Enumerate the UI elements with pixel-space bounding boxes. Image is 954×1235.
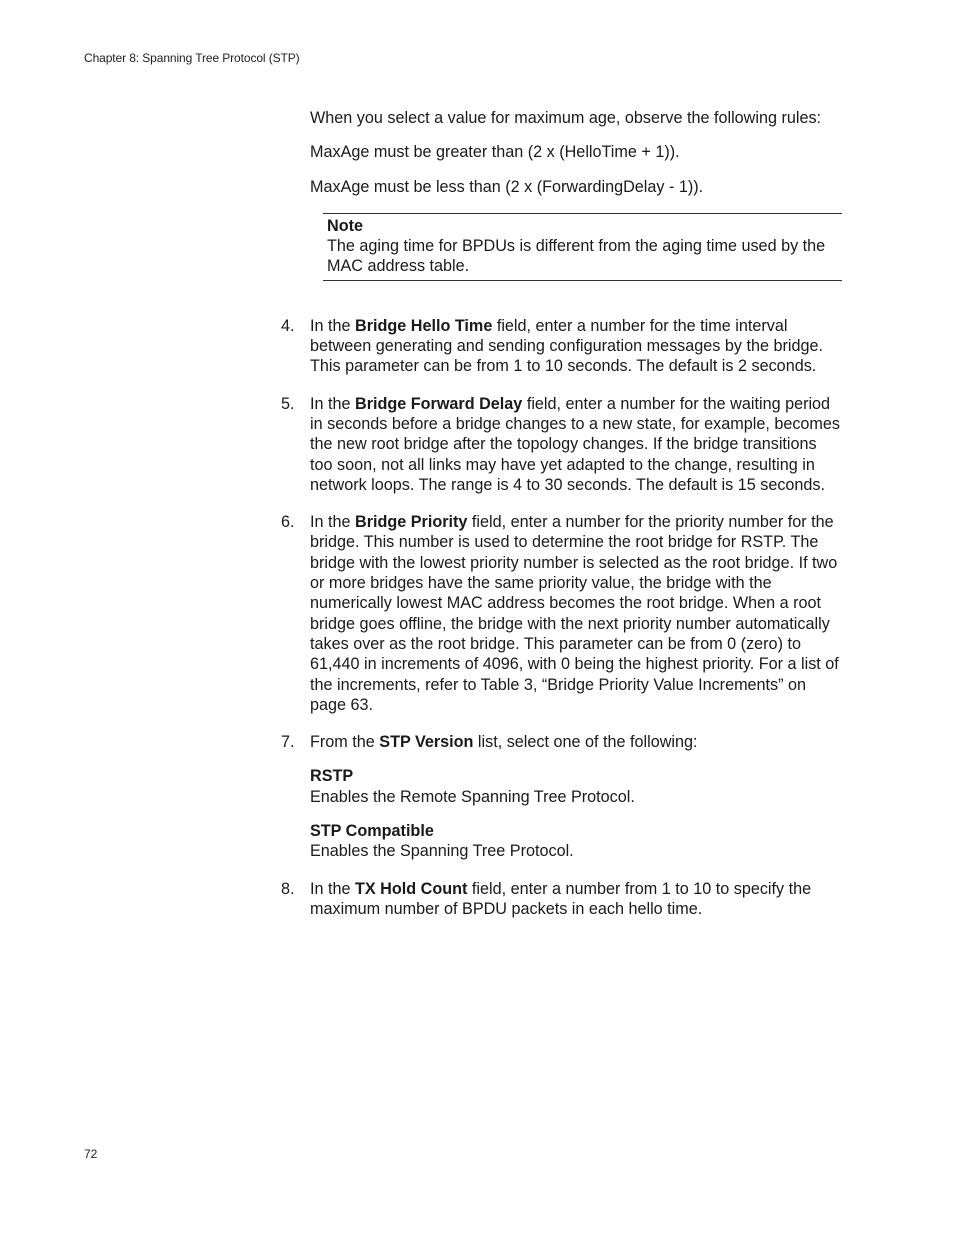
page-number: 72 — [84, 1147, 98, 1161]
field-name: Bridge Forward Delay — [355, 394, 523, 413]
option-rstp — [310, 766, 842, 807]
step-4 — [281, 316, 842, 377]
maxage-rule-2: MaxAge must be less than (2 x (ForwardingDelay - 1)). — [310, 177, 704, 196]
field-name: TX Hold Count — [355, 879, 468, 898]
step-text: In the Bridge Forward Delay field, enter a number for the waiting period in seconds before a bridge changes to a new state, for example, becomes the new root bridge after the topology changes. If the bridge transitions too soon, not all links may have yet adapted to the change, resulting in network loops. The range is 4 to 30 seconds. The default is 15 seconds. — [310, 394, 841, 494]
running-header: Chapter 8: Spanning Tree Protocol (STP) — [84, 51, 300, 65]
note-box — [323, 213, 842, 281]
step-number: 5. — [281, 394, 295, 413]
note-text: The aging time for BPDUs is different from the aging time used by the MAC address table. — [327, 237, 826, 276]
note-title: Note — [327, 216, 363, 235]
option-title: RSTP — [310, 767, 354, 786]
option-title: STP Compatible — [310, 822, 434, 841]
field-name: Bridge Hello Time — [355, 316, 493, 335]
step-text: From the STP Version list, select one of the following: — [310, 733, 698, 752]
step-number: 7. — [281, 733, 295, 752]
option-description: Enables the Spanning Tree Protocol. — [310, 842, 574, 861]
step-8 — [281, 879, 842, 920]
step-5 — [281, 394, 842, 495]
option-description: Enables the Remote Spanning Tree Protocol. — [310, 787, 635, 806]
step-number: 6. — [281, 513, 295, 532]
step-text: In the Bridge Priority field, enter a number for the priority number for the bridge. This number is used to determine the root bridge for RSTP. The bridge with the lowest priority number is selected as the root bridge. If two or more bridges have the same priority value, the bridge with the numerically lowest MAC address becomes the root bridge. When a root bridge goes offline, the bridge with the next priority number automatically takes over as the root bridge. This parameter can be from 0 (zero) to 61,440 in increments of 4096, with 0 being the highest priority. For a list of the increments, refer to Table 3, “Bridge Priority Value Increments” on page 63. — [310, 513, 839, 714]
field-name: Bridge Priority — [355, 513, 468, 532]
step-6 — [281, 512, 842, 715]
intro-paragraph: When you select a value for maximum age, observe the following rules: — [310, 109, 822, 127]
step-7 — [281, 732, 842, 861]
field-name: STP Version — [379, 733, 474, 752]
maxage-rule-1: MaxAge must be greater than (2 x (HelloTime + 1)). — [310, 143, 680, 162]
step-number: 4. — [281, 316, 295, 335]
step-text: In the TX Hold Count field, enter a number from 1 to 10 to specify the maximum number of BPDU packets in each hello time. — [310, 879, 812, 918]
document-body — [281, 108, 842, 936]
step-number: 8. — [281, 879, 295, 898]
option-stp-compatible — [310, 821, 842, 862]
step-text: In the Bridge Hello Time field, enter a number for the time interval between generating and sending configuration messages by the bridge. This parameter can be from 1 to 10 seconds. The default is 2 seconds. — [310, 316, 823, 376]
